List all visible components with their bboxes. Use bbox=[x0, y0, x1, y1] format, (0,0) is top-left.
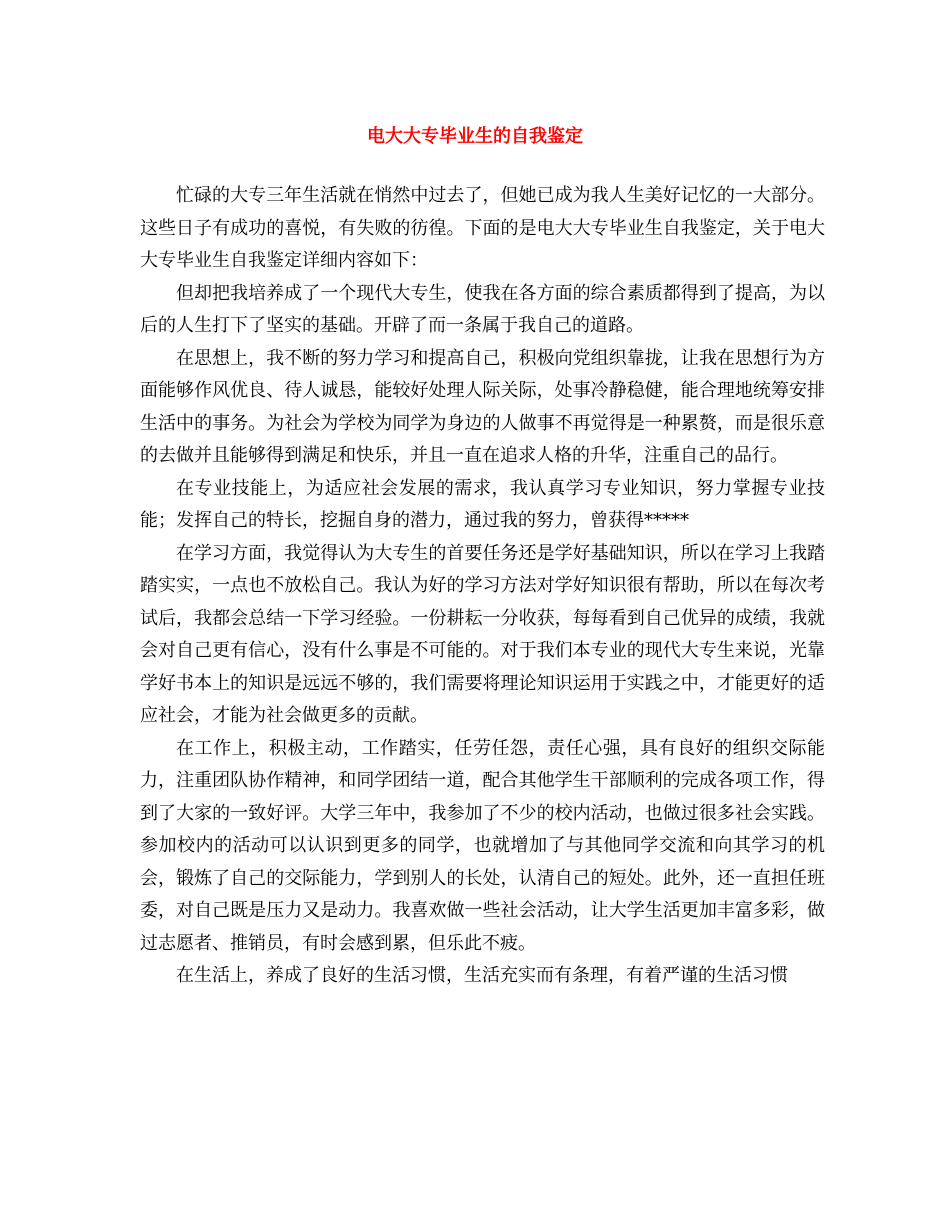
paragraph-skills: 在专业技能上，为适应社会发展的需求，我认真学习专业知识，努力掌握专业技能；发挥自己的特长，挖掘自身的潜力，通过我的努力，曾获得***** bbox=[140, 477, 825, 531]
paragraph-study: 在学习方面，我觉得认为大专生的首要任务还是学好基础知识，所以在学习上我踏踏实实，一点也不放松自己。我认为好的学习方法对学好知识很有帮助，所以在每次考试后，我都会总结一下学习经验。一份耕耘一分收获，每每看到自己优异的成绩，我就会对自己更有信心，没有什么事是不可能的。对于我们本专业的现代大专生来说，光靠学好书本上的知识是远远不够的，我们需要将理论知识运用于实践之中，才能更好的适应社会，才能为社会做更多的贡献。 bbox=[140, 542, 825, 726]
paragraph-work: 在工作上，积极主动，工作踏实，任劳任怨，责任心强，具有良好的组织交际能力，注重团队协作精神，和同学团结一道，配合其他学生干部顺利的完成各项工作，得到了大家的一致好评。大学三年中，我参加了不少的校内活动，也做过很多社会实践。参加校内的活动可以认识到更多的同学，也就增加了与其他同学交流和向其学习的机会，锻炼了自己的交际能力，学到别人的长处，认清自己的短处。此外，还一直担任班委，对自己既是压力又是动力。我喜欢做一些社会活动，让大学生活更加丰富多彩，做过志愿者、推销员，有时会感到累，但乐此不疲。 bbox=[140, 737, 825, 954]
document-body bbox=[140, 180, 825, 993]
paragraph-life: 在生活上，养成了良好的生活习惯，生活充实而有条理，有着严谨的生活习惯 bbox=[176, 965, 788, 986]
paragraph-foundation: 但却把我培养成了一个现代大专生，使我在各方面的综合素质都得到了提高，为以后的人生打下了坚实的基础。开辟了而一条属于我自己的道路。 bbox=[140, 282, 825, 336]
document-title: 电大大专毕业生的自我鉴定 bbox=[367, 126, 583, 147]
paragraph-ideology: 在思想上，我不断的努力学习和提高自己，积极向党组织靠拢，让我在思想行为方面能够作风优良、待人诚恳，能较好处理人际关际，处事冷静稳健，能合理地统筹安排生活中的事务。为社会为学校为同学为身边的人做事不再觉得是一种累赘，而是很乐意的去做并且能够得到满足和快乐，并且一直在追求人格的升华，注重自己的品行。 bbox=[140, 347, 825, 466]
paragraph-intro: 忙碌的大专三年生活就在悄然中过去了，但她已成为我人生美好记忆的一大部分。这些日子有成功的喜悦，有失败的彷徨。下面的是电大大专毕业生自我鉴定，关于电大大专毕业生自我鉴定详细内容如下： bbox=[140, 185, 825, 271]
